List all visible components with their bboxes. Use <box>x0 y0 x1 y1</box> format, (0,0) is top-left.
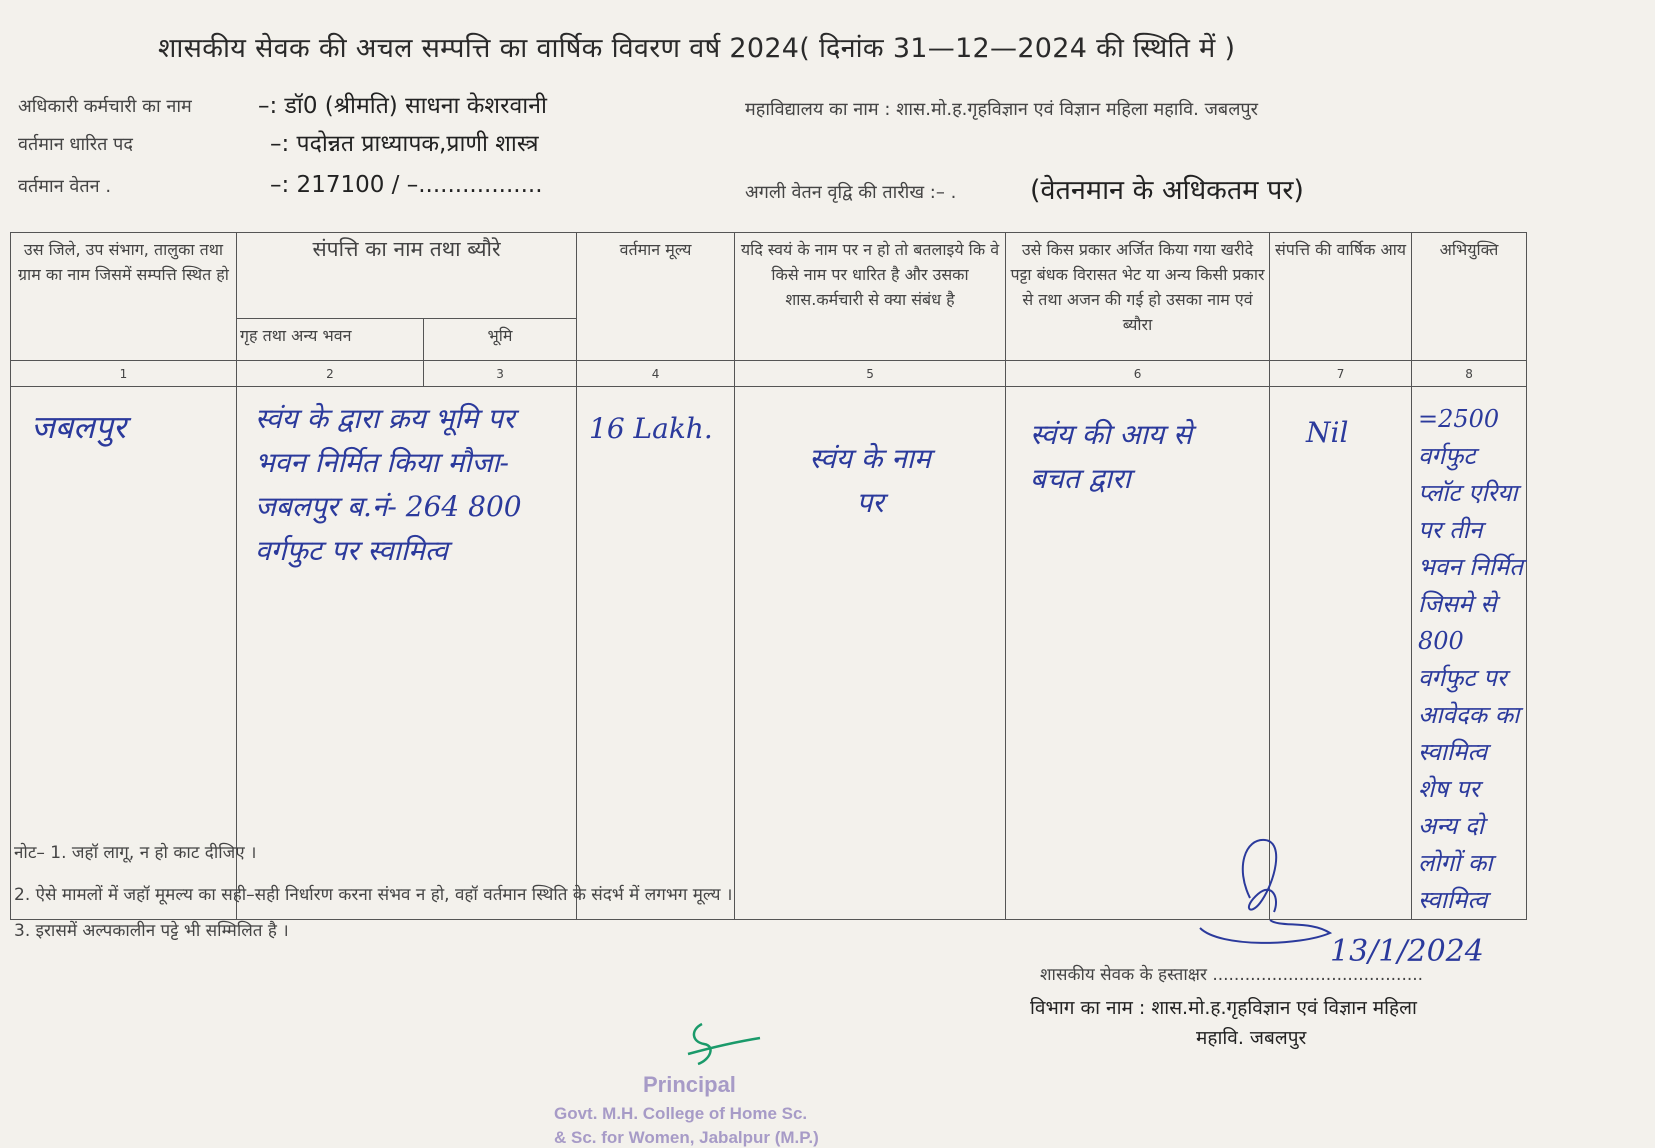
note-2: 2. ऐसे मामलों में जहॉ मूमल्य का सही–सही निर्धारण करना संभव न हो, वहॉ वर्तमान स्थिति के संदर्भ में लगभग मूल्य । <box>14 885 733 905</box>
col-number: 3 <box>424 361 577 387</box>
handwritten-remarks: =2500 वर्गफुट प्लॉट एरिया पर तीन भवन निर्मित जिसमे से 800 वर्गफुट पर आवेदक का स्वामित्व शेष पर अन्य दो लोगों का स्वामित्व <box>1418 405 1523 914</box>
post-label: वर्तमान धारित पद <box>18 134 133 155</box>
principal-initials-icon <box>680 1020 770 1070</box>
col-number: 6 <box>1006 361 1270 387</box>
header-acquisition: उसे किस प्रकार अर्जित किया गया खरीदे पट्टा बंधक विरासत भेट या अन्य किसी प्रकार से तथा अजन की गई हो उसका नाम एवं ब्यौरा <box>1006 233 1270 361</box>
note-1: नोट– 1. जहॉ लागू, न हो काट दीजिए । <box>14 843 257 863</box>
header-location: उस जिले, उप संभाग, तालुका तथा ग्राम का नाम जिसमें सम्पत्ति स्थित हो <box>11 233 237 361</box>
header-property: संपत्ति का नाम तथा ब्यौरे <box>237 233 577 319</box>
name-value: –: डॉ0 (श्रीमति) साधना केशरवानी <box>258 93 547 119</box>
header-holder: यदि स्वयं के नाम पर न हो तो बतलाइये कि वे किसे नाम पर धारित है और उसका शास.कर्मचारी से क्या संबंध है <box>735 233 1006 361</box>
col-number: 2 <box>237 361 424 387</box>
signature-label: शासकीय सेवक के हस्ताक्षर ....................................... <box>1040 965 1424 985</box>
department-name-line2: महावि. जबलपुर <box>1196 1027 1307 1049</box>
col-number: 7 <box>1270 361 1412 387</box>
cell-value <box>577 387 735 920</box>
page-title: शासकीय सेवक की अचल सम्पत्ति का वार्षिक विवरण वर्ष 2024( दिनांक 31—12—2024 की स्थिति में ) <box>158 33 1236 64</box>
cell-property <box>237 387 577 920</box>
header-remarks: अभियुक्ति <box>1412 233 1527 361</box>
handwritten-value: 16 Lakh. <box>589 412 713 445</box>
header-buildings: गृह तथा अन्य भवन <box>237 319 424 361</box>
col-number: 4 <box>577 361 735 387</box>
handwritten-income: Nil <box>1306 416 1349 449</box>
signature-icon <box>1190 828 1340 958</box>
col-number: 5 <box>735 361 1006 387</box>
stamp-line-3: & Sc. for Women, Jabalpur (M.P.) <box>554 1128 819 1147</box>
salary-value: –: 217100 / –................. <box>270 172 543 198</box>
header-income: संपत्ति की वार्षिक आय <box>1270 233 1412 361</box>
department-name: विभाग का नाम : शास.मो.ह.गृहविज्ञान एवं विज्ञान महिला <box>1030 997 1417 1019</box>
handwritten-property: स्वंय के द्वारा क्रय भूमि पर भवन निर्मित किया मौजा- जबलपुर ब.नं- 264 800 वर्गफुट पर स्वामित्व <box>255 402 522 567</box>
col-number: 1 <box>11 361 237 387</box>
header-value: वर्तमान मूल्य <box>577 233 735 361</box>
college-name: महाविद्यालय का नाम : शास.मो.ह.गृहविज्ञान एवं विज्ञान महिला महावि. जबलपुर <box>745 99 1259 120</box>
cell-holder <box>735 387 1006 920</box>
stamp-line-2: Govt. M.H. College of Home Sc. <box>554 1104 808 1123</box>
property-table <box>10 232 1527 920</box>
note-3: 3. इरासमें अल्पकालीन पट्टे भी सम्मिलित है । <box>14 921 289 941</box>
handwritten-acquisition: स्वंय की आय से बचत द्वारा <box>1030 418 1192 495</box>
handwritten-holder: स्वंय के नाम पर <box>809 442 931 519</box>
handwritten-location: जबलपुर <box>31 408 126 446</box>
increment-value: (वेतनमान के अधिकतम पर) <box>1030 175 1304 206</box>
stamp-title: Principal <box>643 1072 736 1097</box>
post-value: –: पदोन्नत प्राध्यापक,प्राणी शास्त्र <box>270 131 539 157</box>
header-land: भूमि <box>424 319 577 361</box>
name-label: अधिकारी कर्मचारी का नाम <box>18 96 192 117</box>
signature-date: 13/1/2024 <box>1330 934 1484 969</box>
col-number: 8 <box>1412 361 1527 387</box>
cell-remarks <box>1412 387 1527 920</box>
salary-label: वर्तमान वेतन . <box>18 176 112 197</box>
increment-label: अगली वेतन वृद्वि की तारीख :– . <box>745 182 957 203</box>
